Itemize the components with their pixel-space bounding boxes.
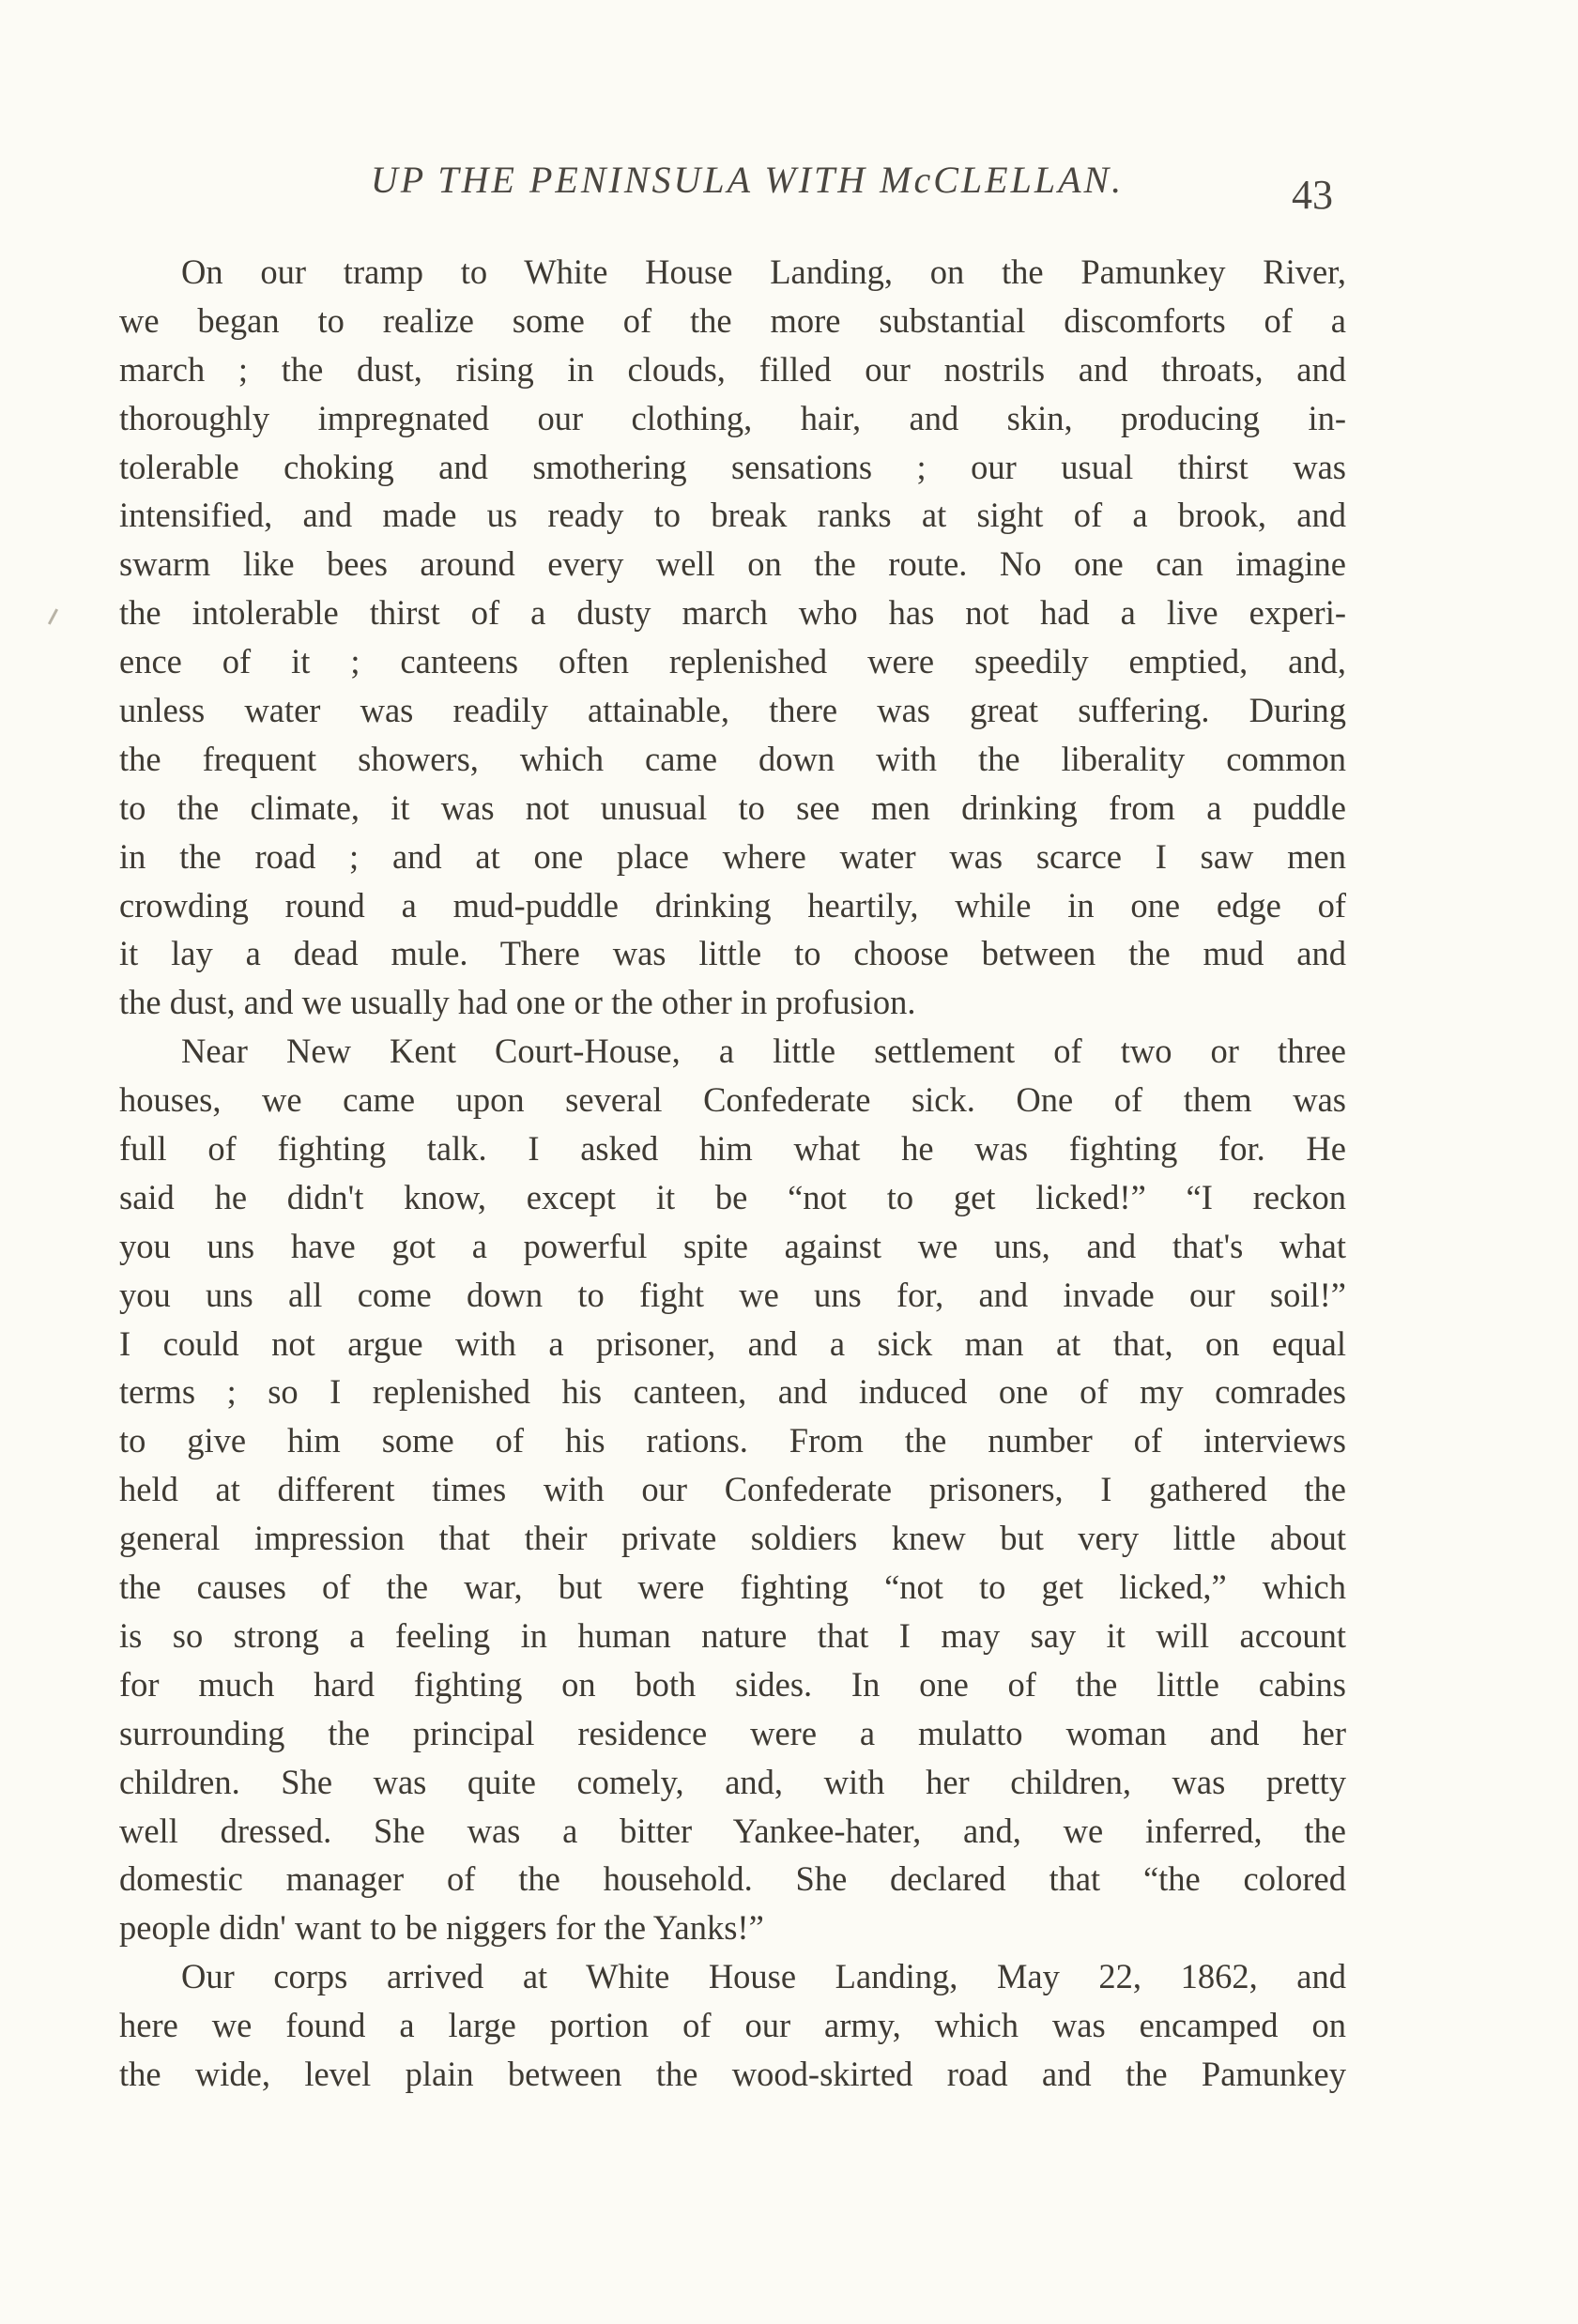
text-body	[119, 248, 1346, 2099]
text-line: intensified, and made us ready to break ranks at sight of a brook, and	[119, 496, 1346, 535]
text-line: ence of it ; canteens often replenished were speedily emptied, and,	[119, 642, 1346, 681]
text-line: to the climate, it was not unusual to see men drinking from a puddle	[119, 787, 1346, 827]
text-line: unless water was readily attainable, there was great suffering. During	[119, 691, 1346, 730]
text-line: houses, we came upon several Confederate sick. One of them was	[119, 1080, 1346, 1120]
text-line: On our tramp to White House Landing, on the Pamunkey River,	[181, 252, 1346, 291]
text-line: terms ; so I replenished his canteen, and induced one of my comrades	[119, 1372, 1346, 1412]
text-line: full of fighting talk. I asked him what he was fighting for. He	[119, 1129, 1346, 1169]
text-line: in the road ; and at one place where water was scarce I saw men	[119, 836, 1346, 876]
text-line: here we found a large portion of our army, which was encamped on	[119, 2006, 1346, 2045]
text-line: the dust, and we usually had one or the other in profusion.	[119, 983, 916, 1022]
text-line: Near New Kent Court-House, a little settlement of two or three	[181, 1032, 1346, 1071]
text-line: march ; the dust, rising in clouds, filled our nostrils and throats, and	[119, 349, 1346, 389]
text-line: swarm like bees around every well on the route. No one can imagine	[119, 544, 1346, 584]
text-line: I could not argue with a prisoner, and a sick man at that, on equal	[119, 1323, 1346, 1363]
page-number: 43	[1292, 172, 1333, 218]
text-line: for much hard fighting on both sides. In one of the little cabins	[119, 1664, 1346, 1704]
text-line: the intolerable thirst of a dusty march who has not had a live experi-	[119, 593, 1346, 633]
margin-mark	[48, 608, 58, 624]
text-line: thoroughly impregnated our clothing, hair, and skin, producing in-	[119, 398, 1346, 437]
text-line: to give him some of his rations. From the number of interviews	[119, 1421, 1346, 1460]
text-line: domestic manager of the household. She declared that “the colored	[119, 1859, 1346, 1899]
text-line: said he didn't know, except it be “not to get licked!” “I reckon	[119, 1177, 1346, 1216]
text-line: we began to realize some of the more substantial discomforts of a	[119, 300, 1346, 340]
text-line: crowding round a mud-puddle drinking heartily, while in one edge of	[119, 885, 1346, 925]
text-line: the wide, level plain between the wood-skirted road and the Pamunkey	[119, 2054, 1346, 2093]
text-line: is so strong a feeling in human nature that I may say it will account	[119, 1615, 1346, 1655]
text-line: general impression that their private soldiers knew but very little about	[119, 1519, 1346, 1558]
running-head: UP THE PENINSULA WITH McCLELLAN.	[370, 159, 1125, 201]
text-line: tolerable choking and smothering sensations ; our usual thirst was	[119, 447, 1346, 486]
text-line: the causes of the war, but were fighting “not to get licked,” which	[119, 1567, 1346, 1607]
text-line: surrounding the principal residence were a mulatto woman and her	[119, 1713, 1346, 1752]
text-line: children. She was quite comely, and, with her children, was pretty	[119, 1762, 1346, 1801]
text-line: Our corps arrived at White House Landing, May 22, 1862, and	[181, 1957, 1346, 1996]
text-line: the frequent showers, which came down with the liberality common	[119, 739, 1346, 778]
text-line: well dressed. She was a bitter Yankee-hater, and, we inferred, the	[119, 1811, 1346, 1850]
text-line: you uns all come down to fight we uns for, and invade our soil!”	[119, 1275, 1346, 1314]
text-line: you uns have got a powerful spite against we uns, and that's what	[119, 1226, 1346, 1265]
text-line: it lay a dead mule. There was little to choose between the mud and	[119, 934, 1346, 973]
text-line: people didn' want to be niggers for the Yanks!”	[119, 1908, 764, 1948]
text-line: held at different times with our Confederate prisoners, I gathered the	[119, 1470, 1346, 1509]
